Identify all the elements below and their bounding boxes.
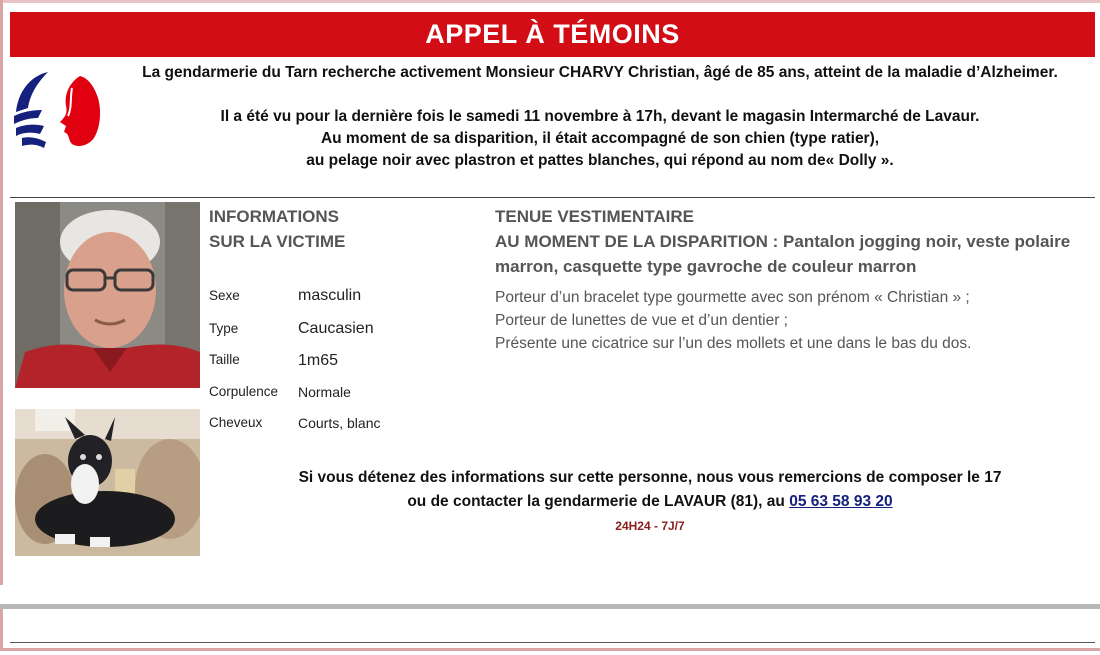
- detail-scar: Présente une cicatrice sur l’un des mollets et une dans le bas du dos.: [495, 335, 972, 352]
- marianne-logo-icon: [8, 68, 104, 150]
- banner-title: APPEL À TÉMOINS: [10, 12, 1095, 57]
- intro-text: [120, 62, 1080, 172]
- bottom-left-border: [0, 609, 3, 649]
- clothing-title: [495, 204, 1095, 279]
- intro-line-1: La gendarmerie du Tarn recherche activement Monsieur CHARVY Christian, âgé de 85 ans, atteint de la maladie d’Alzheimer.: [142, 64, 1058, 81]
- field-value-corpulence: Normale: [298, 384, 351, 400]
- clothing-description: Pantalon jogging noir, veste polaire: [783, 232, 1071, 251]
- contact-line-2-text: ou de contacter la gendarmerie de LAVAUR (81), au: [407, 493, 790, 510]
- frame-top-border: [0, 0, 1100, 3]
- contact-line-2: [250, 490, 1050, 514]
- intro-line-2: Il a été vu pour la dernière fois le samedi 11 novembre à 17h, devant le magasin Intermarché de Lavaur.: [220, 108, 980, 125]
- detail-bracelet: Porteur d’un bracelet type gourmette avec son prénom « Christian » ;: [495, 289, 970, 306]
- victim-info-title: [209, 204, 459, 254]
- field-value-taille: 1m65: [298, 352, 339, 369]
- field-label-cheveux: Cheveux: [209, 415, 263, 430]
- bottom-rule: [10, 642, 1095, 643]
- field-label-taille: Taille: [209, 352, 240, 367]
- detail-glasses: Porteur de lunettes de vue et d’un dentier ;: [495, 312, 788, 329]
- intro-line-3: Au moment de sa disparition, il était accompagné de son chien (type ratier),: [320, 130, 880, 147]
- field-value-sexe: masculin: [298, 287, 362, 304]
- distinguishing-details: [495, 286, 1095, 355]
- bottom-border: [0, 648, 1100, 651]
- section-divider: [10, 197, 1095, 198]
- clothing-title-line-1: TENUE VESTIMENTAIRE: [495, 207, 694, 226]
- contact-hours: 24H24 - 7J/7: [615, 519, 685, 533]
- clothing-title-line-3: marron, casquette type gavroche de couleur marron: [495, 257, 917, 276]
- field-label-corpulence: Corpulence: [209, 384, 279, 399]
- field-value-cheveux: Courts, blanc: [298, 415, 381, 431]
- victim-photo: [15, 202, 200, 388]
- victim-title-line-1: INFORMATIONS: [209, 207, 340, 226]
- clothing-title-line-2: [495, 229, 1095, 254]
- phone-link[interactable]: 05 63 58 93 20: [789, 493, 893, 510]
- contact-block: [250, 466, 1050, 536]
- contact-line-1: Si vous détenez des informations sur cette personne, nous vous remercions de composer le 17: [298, 469, 1002, 486]
- clothing-title-prefix: AU MOMENT DE LA DISPARITION :: [495, 232, 784, 251]
- dog-photo: [15, 409, 200, 556]
- frame-left-border: [0, 0, 3, 585]
- field-label-type: Type: [209, 321, 239, 336]
- intro-line-4: au pelage noir avec plastron et pattes blanches, qui répond au nom de« Dolly ».: [306, 152, 894, 169]
- field-value-type: Caucasien: [298, 320, 374, 337]
- victim-title-line-2: SUR LA VICTIME: [209, 232, 346, 251]
- bottom-gray-bar: [0, 604, 1100, 609]
- field-label-sexe: Sexe: [209, 288, 240, 303]
